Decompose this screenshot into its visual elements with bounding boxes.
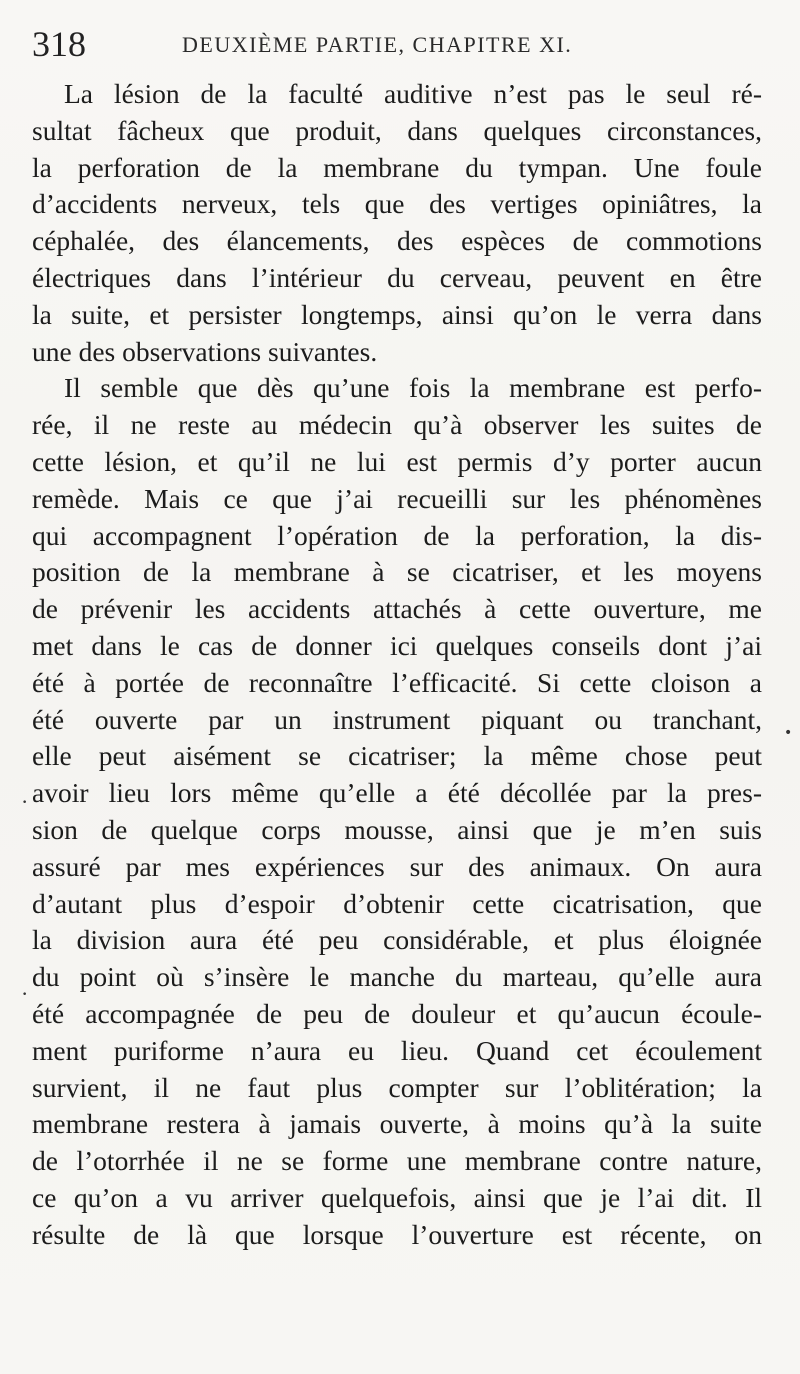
- text-line: une des observations suivantes.: [32, 335, 378, 367]
- text-line: du point où s’insère le manche du marteau, qu’elle aura: [32, 961, 762, 993]
- text-line: de prévenir les accidents attachés à cette ouverture, me: [32, 593, 762, 625]
- text-line: ce qu’on a vu arriver quelquefois, ainsi que je l’ai dit. Il: [32, 1181, 762, 1213]
- margin-speck: •: [22, 798, 28, 808]
- text-line: met dans le cas de donner ici quelques conseils dont j’ai: [32, 629, 762, 661]
- text-line: assuré par mes expériences sur des animaux. On aura: [32, 850, 762, 882]
- text-line: cette lésion, et qu’il ne lui est permis d’y porter aucun: [32, 445, 762, 477]
- text-line: survient, il ne faut plus compter sur l’oblitération; la: [32, 1071, 762, 1103]
- body-text: [32, 76, 762, 1254]
- running-title: DEUXIÈME PARTIE, CHAPITRE XI.: [182, 32, 573, 57]
- text-line: la suite, et persister longtemps, ainsi qu’on le verra dans: [32, 298, 762, 330]
- text-line: La lésion de la faculté auditive n’est pas le seul ré-: [64, 78, 762, 109]
- page-number: 318: [32, 24, 86, 64]
- running-header: [32, 20, 772, 68]
- text-line: d’accidents nerveux, tels que des vertiges opiniâtres, la: [32, 188, 762, 220]
- text-line: Il semble que dès qu’une fois la membrane est perfo-: [64, 372, 762, 404]
- text-line: elle peut aisément se cicatriser; la même chose peut: [32, 740, 762, 772]
- text-line: qui accompagnent l’opération de la perforation, la dis-: [32, 519, 762, 551]
- text-line: électriques dans l’intérieur du cerveau, peuvent en être: [32, 261, 762, 293]
- text-line: la division aura été peu considérable, et plus éloignée: [32, 924, 762, 956]
- text-line: position de la membrane à se cicatriser, et les moyens: [32, 556, 762, 588]
- text-line: membrane restera à jamais ouverte, à moins qu’à la suite: [32, 1108, 762, 1140]
- text-line: été ouverte par un instrument piquant ou tranchant,: [32, 703, 762, 735]
- text-line: ment puriforme n’aura eu lieu. Quand cet écoulement: [32, 1034, 762, 1066]
- text-line: été accompagnée de peu de douleur et qu’aucun écoule-: [32, 997, 762, 1029]
- text-line: de l’otorrhée il ne se forme une membrane contre nature,: [32, 1145, 762, 1177]
- text-line: sultat fâcheux que produit, dans quelques circonstances,: [32, 114, 762, 146]
- text-line: été à portée de reconnaître l’efficacité. Si cette cloison a: [32, 666, 762, 698]
- margin-speck: •: [784, 725, 793, 741]
- text-line: rée, il ne reste au médecin qu’à observer les suites de: [32, 409, 762, 441]
- text-line: avoir lieu lors même qu’elle a été décollée par la pres-: [32, 777, 762, 809]
- text-line: la perforation de la membrane du tympan. Une foule: [32, 151, 762, 183]
- margin-speck: •: [22, 990, 28, 1000]
- text-line: sion de quelque corps mousse, ainsi que je m’en suis: [32, 813, 762, 845]
- text-line: remède. Mais ce que j’ai recueilli sur les phénomènes: [32, 482, 762, 514]
- text-line: résulte de là que lorsque l’ouverture est récente, on: [32, 1218, 762, 1250]
- text-line: d’autant plus d’espoir d’obtenir cette cicatrisation, que: [32, 887, 762, 919]
- text-line: céphalée, des élancements, des espèces de commotions: [32, 225, 762, 257]
